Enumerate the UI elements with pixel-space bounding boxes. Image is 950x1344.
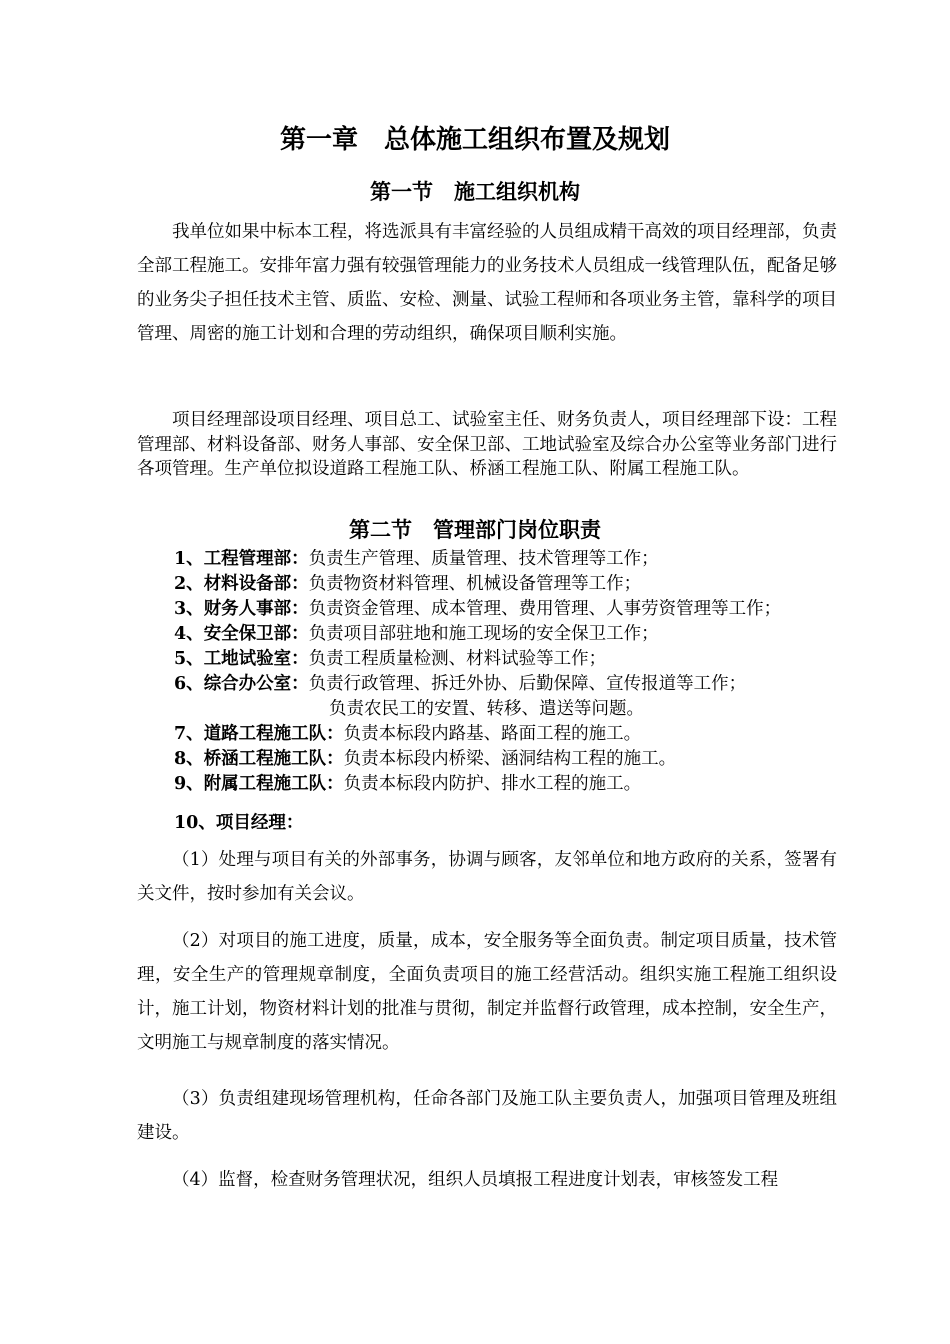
duty-label: 5、工地试验室：	[174, 649, 309, 669]
duty-item	[174, 547, 854, 572]
section-title-duties: 第二节 管理部门岗位职责	[349, 517, 601, 542]
duty-item	[174, 622, 854, 647]
duty-text: 负责物资材料管理、机械设备管理等工作；	[308, 574, 642, 594]
duty-item	[174, 772, 854, 797]
paragraph-intro-1: 我单位如果中标本工程，将选派具有丰富经验的人员组成精干高效的项目经理部，负责全部工程施工。安排年富力强有较强管理能力的业务技术人员组成一线管理队伍，配备足够的业务尖子担任技术主管、质监、安检、测量、试验工程师和各项业务主管，靠科学的项目管理、周密的施工计划和合理的劳动组织，确保项目顺利实施。	[137, 222, 837, 344]
pm-item-4: （4）监督，检查财务管理状况，组织人员填报工程进度计划表，审核签发工程	[172, 1170, 779, 1190]
duty-text: 负责资金管理、成本管理、费用管理、人事劳资管理等工作；	[308, 599, 782, 619]
duty-text: 负责生产管理、质量管理、技术管理等工作；	[308, 549, 659, 569]
duty-list	[174, 547, 854, 797]
duty-item	[174, 597, 854, 622]
pm-item-1: （1）处理与项目有关的外部事务，协调与顾客，友邻单位和地方政府的关系，签署有关文件，按时参加有关会议。	[137, 850, 837, 904]
duty-label: 3、财务人事部：	[174, 599, 309, 619]
duty-item	[174, 722, 854, 747]
duty-label: 4、安全保卫部：	[174, 624, 309, 644]
duty-item	[174, 572, 854, 597]
duty-text: 负责本标段内防护、排水工程的施工。	[343, 774, 642, 794]
duty-continuation: 负责农民工的安置、转移、遣送等问题。	[329, 699, 644, 719]
duty-text: 负责项目部驻地和施工现场的安全保卫工作；	[308, 624, 659, 644]
duty-item	[174, 747, 854, 772]
pm-item-2: （2）对项目的施工进度，质量，成本，安全服务等全面负责。制定项目质量，技术管理，安全生产的管理规章制度，全面负责项目的施工经营活动。组织实施工程施工组织设计，施工计划，物资材料计划的批准与贯彻，制定并监督行政管理，成本控制，安全生产，文明施工与规章制度的落实情况。	[137, 931, 837, 1053]
duty-text: 负责行政管理、拆迁外协、后勤保障、宣传报道等工作；	[308, 674, 747, 694]
duty-text: 负责工程质量检测、材料试验等工作；	[308, 649, 607, 669]
duty-label: 1、工程管理部：	[174, 549, 309, 569]
duty-text: 负责本标段内桥梁、涵洞结构工程的施工。	[343, 749, 677, 769]
duty-label: 7、道路工程施工队：	[174, 724, 344, 744]
duty-label: 8、桥涵工程施工队：	[174, 749, 344, 769]
project-manager-heading: 10、项目经理：	[174, 813, 304, 833]
section-title-organization: 第一节 施工组织机构	[370, 179, 580, 204]
pm-item-3: （3）负责组建现场管理机构，任命各部门及施工队主要负责人，加强项目管理及班组建设。	[137, 1089, 837, 1143]
duty-text: 负责本标段内路基、路面工程的施工。	[343, 724, 642, 744]
duty-item	[174, 647, 854, 672]
duty-label: 9、附属工程施工队：	[174, 774, 344, 794]
paragraph-intro-2: 项目经理部设项目经理、项目总工、试验室主任、财务负责人，项目经理部下设：工程管理部、材料设备部、财务人事部、安全保卫部、工地试验室及综合办公室等业务部门进行各项管理。生产单位拟设道路工程施工队、桥涵工程施工队、附属工程施工队。	[137, 410, 837, 479]
chapter-title: 第一章 总体施工组织布置及规划	[279, 125, 670, 155]
duty-label: 2、材料设备部：	[174, 574, 309, 594]
duty-item	[174, 672, 854, 697]
duty-label: 6、综合办公室：	[174, 674, 309, 694]
